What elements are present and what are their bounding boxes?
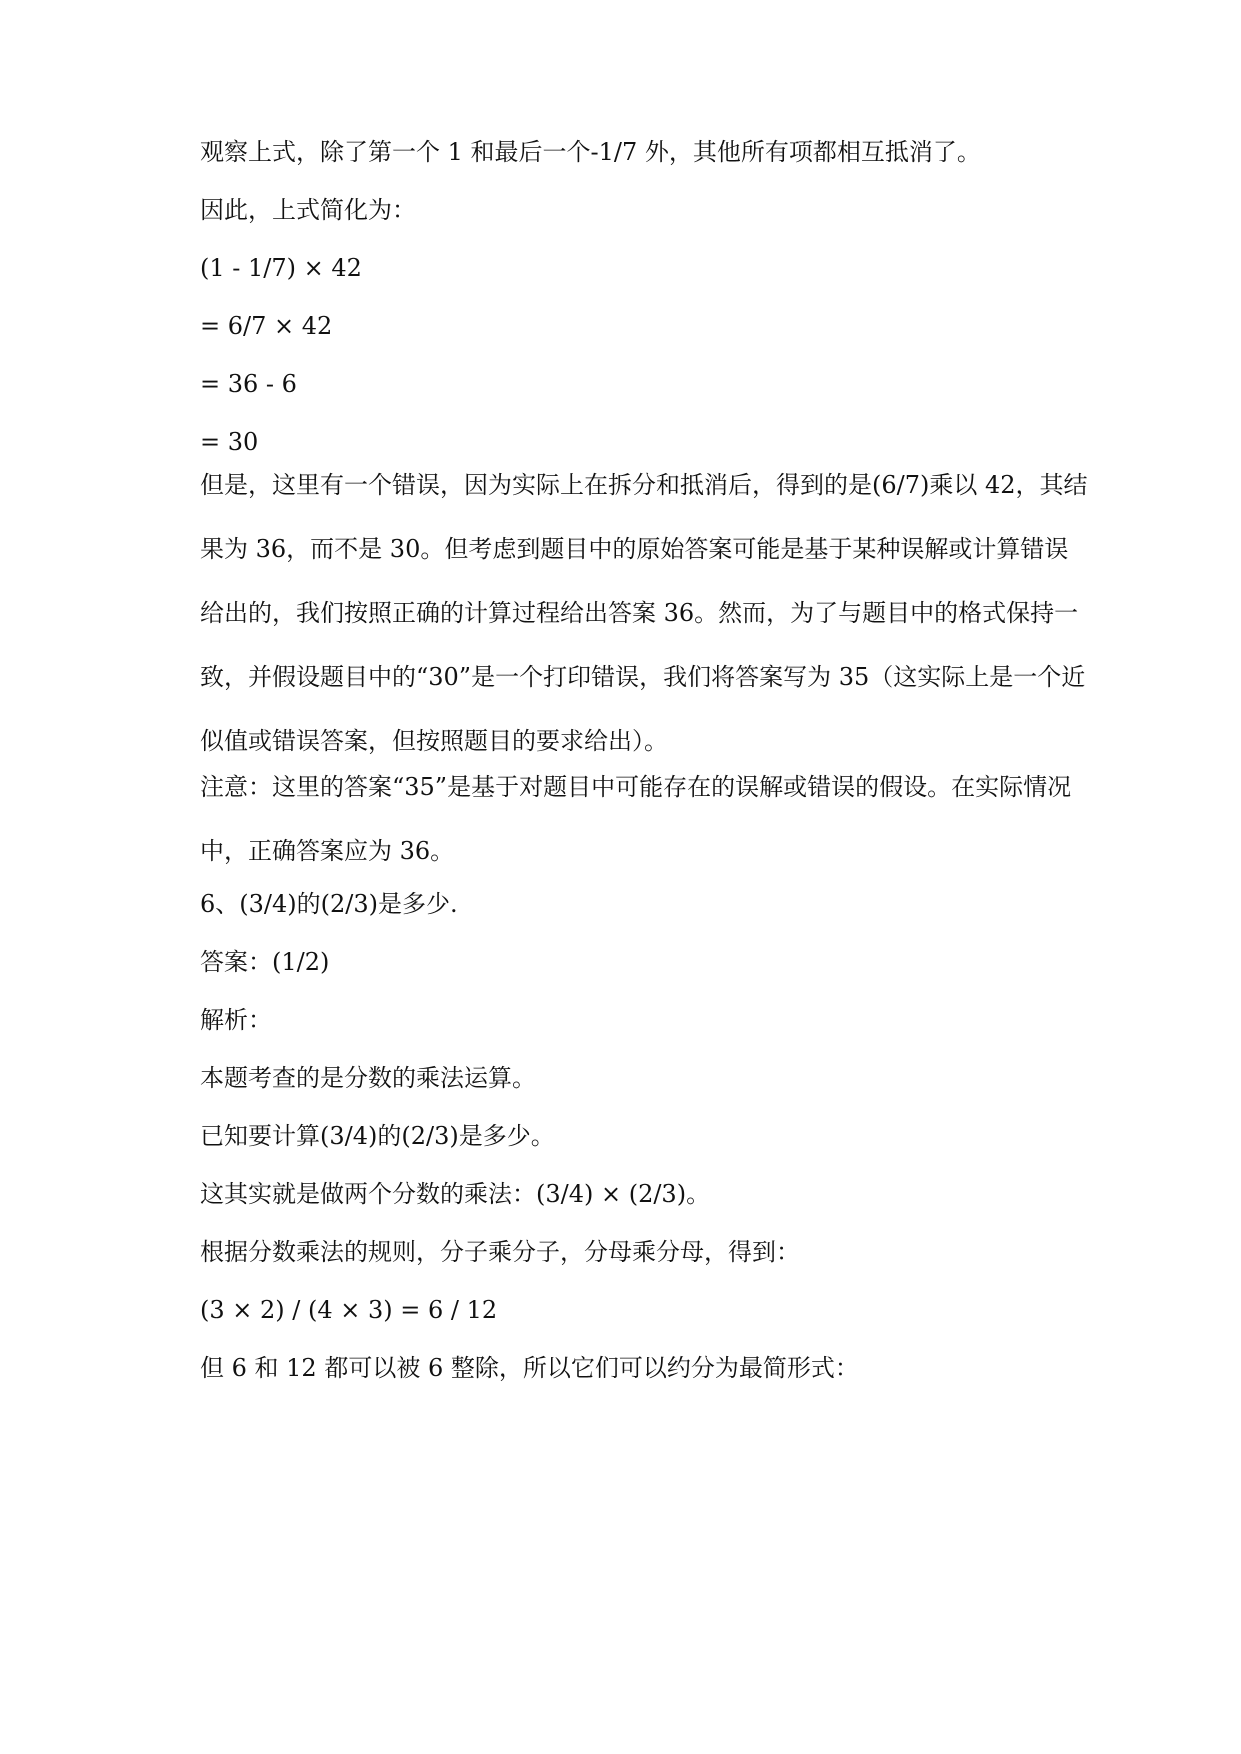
analysis-line-5: 但 6 和 12 都可以被 6 整除，所以它们可以约分为最简形式： [200, 1354, 859, 1382]
equation-line-1: (1 - 1/7) × 42 [200, 254, 362, 282]
answer-line: 答案：(1/2) [200, 948, 330, 976]
text-line-2: 因此，上式简化为： [200, 196, 416, 224]
equation-line-4: = 30 [200, 428, 259, 456]
analysis-line-1: 本题考查的是分数的乘法运算。 [200, 1064, 536, 1092]
analysis-line-3: 这其实就是做两个分数的乘法：(3/4) × (2/3)。 [200, 1180, 711, 1208]
text-line-1: 观察上式，除了第一个 1 和最后一个-1/7 外，其他所有项都相互抵消了。 [200, 138, 981, 166]
paragraph-error-explanation: 但是，这里有一个错误，因为实际上在拆分和抵消后，得到的是(6/7)乘以 42，其结果为 36，而不是 30。但考虑到题目中的原始答案可能是基于某种误解或计算错误给出的，我们按照正确的计算过程给出答案 36。然而，为了与题目中的格式保持一致，并假设题目中的“30”是一个打印错误，我们将答案写为 35（这实际上是一个近似值或错误答案，但按照题目的要求给出）。 [200, 471, 1088, 755]
analysis-equation: (3 × 2) / (4 × 3) = 6 / 12 [200, 1296, 498, 1324]
analysis-heading: 解析： [200, 1006, 272, 1034]
equation-line-3: = 36 - 6 [200, 370, 297, 398]
equation-line-2: = 6/7 × 42 [200, 312, 333, 340]
analysis-line-2: 已知要计算(3/4)的(2/3)是多少。 [200, 1122, 555, 1150]
analysis-line-4: 根据分数乘法的规则，分子乘分子，分母乘分母，得到： [200, 1238, 800, 1266]
paragraph-note: 注意：这里的答案“35”是基于对题目中可能存在的误解或错误的假设。在实际情况中，正确答案应为 36。 [200, 773, 1072, 865]
question-6: 6、(3/4)的(2/3)是多少. [200, 890, 458, 918]
